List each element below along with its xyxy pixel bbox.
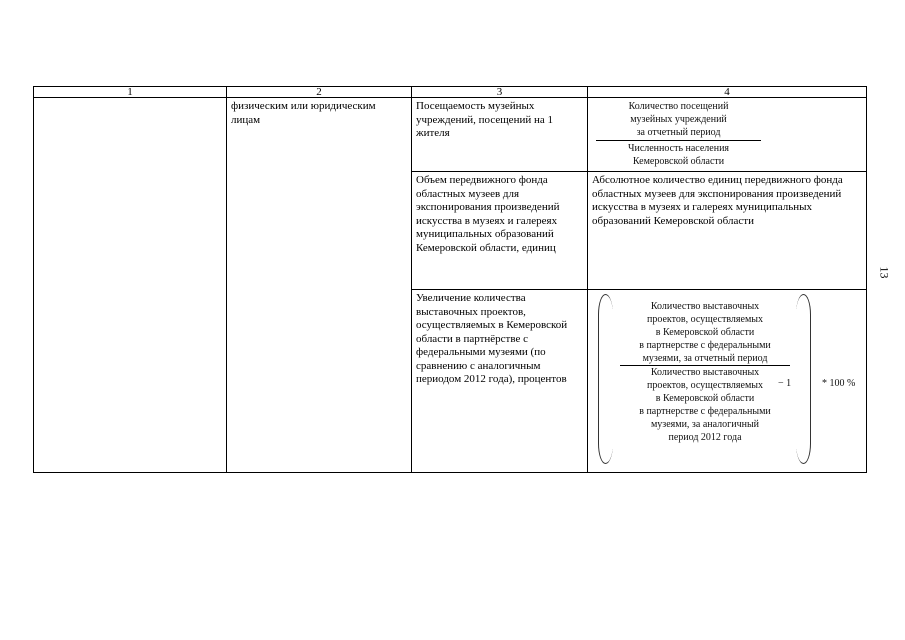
formula-line: музеями, за отчетный период — [642, 353, 768, 364]
method-text: Абсолютное количество единиц передвижного фонда областных музеев для экспонирования произведений искусства в музеях и галереях муниципальных образований Кемеровской области — [592, 174, 843, 227]
formula-numerator — [596, 100, 761, 139]
formula-line: музейных учреждений — [630, 114, 727, 125]
formula-fraction — [610, 300, 800, 444]
formula-line: в Кемеровской области — [655, 393, 755, 404]
column-number-3: 3 — [412, 87, 588, 98]
formula-cell — [588, 290, 867, 473]
formula-line: за отчетный период — [636, 127, 721, 138]
exhibitions-formula — [592, 292, 862, 467]
formula-line: Количество выставочных — [650, 301, 760, 312]
formula-cell — [588, 98, 867, 172]
indicator-text: Увеличение количества выставочных проектов, осуществляемых в Кемеровской области в партнёрстве с федеральными музеями (по сравнению с аналогичным периодом 2012 года), процентов — [416, 292, 568, 385]
times-hundred-percent: * 100 % — [822, 378, 856, 389]
method-cell — [588, 172, 867, 290]
indicator-text: Посещаемость музейных учреждений, посещений на 1 жителя — [416, 100, 553, 139]
column-number-2: 2 — [227, 87, 412, 98]
indicator-cell — [412, 172, 588, 290]
indicator-cell — [412, 290, 588, 473]
formula-line: в партнерстве с федеральными — [639, 340, 771, 351]
formula-line: Количество посещений — [628, 101, 729, 112]
indicator-text: Объем передвижного фонда областных музеев для экспонирования произведений искусства в музеях и галереях муниципальных образований Кемеровской области, единиц — [416, 174, 560, 254]
fraction-bar — [596, 140, 761, 141]
formula-line: период 2012 года — [668, 432, 742, 443]
minus-one: − 1 — [778, 378, 792, 389]
recipient-cell — [227, 98, 412, 473]
recipient-text: физическим или юридическим лицам — [231, 100, 376, 126]
right-parenthesis — [796, 294, 811, 464]
formula-line: Количество выставочных — [650, 367, 760, 378]
visits-formula — [592, 100, 761, 168]
column-number-row — [34, 87, 867, 98]
formula-line: в Кемеровской области — [655, 327, 755, 338]
formula-line: Численность населения — [627, 143, 730, 154]
indicator-cell — [412, 98, 588, 172]
formula-line: Кемеровской области — [632, 156, 725, 167]
column-number-4: 4 — [588, 87, 867, 98]
column-number-1: 1 — [34, 87, 227, 98]
empty-cell — [34, 98, 227, 473]
page-number: 13 — [877, 266, 892, 279]
formula-line: в партнерстве с федеральными — [639, 406, 771, 417]
formula-line: проектов, осуществляемых — [646, 314, 763, 325]
formula-denominator — [596, 142, 761, 168]
formula-line: музеями, за аналогичный — [650, 419, 760, 430]
table-row — [34, 98, 867, 172]
indicators-table — [33, 86, 867, 473]
formula-line: проектов, осуществляемых — [646, 380, 763, 391]
